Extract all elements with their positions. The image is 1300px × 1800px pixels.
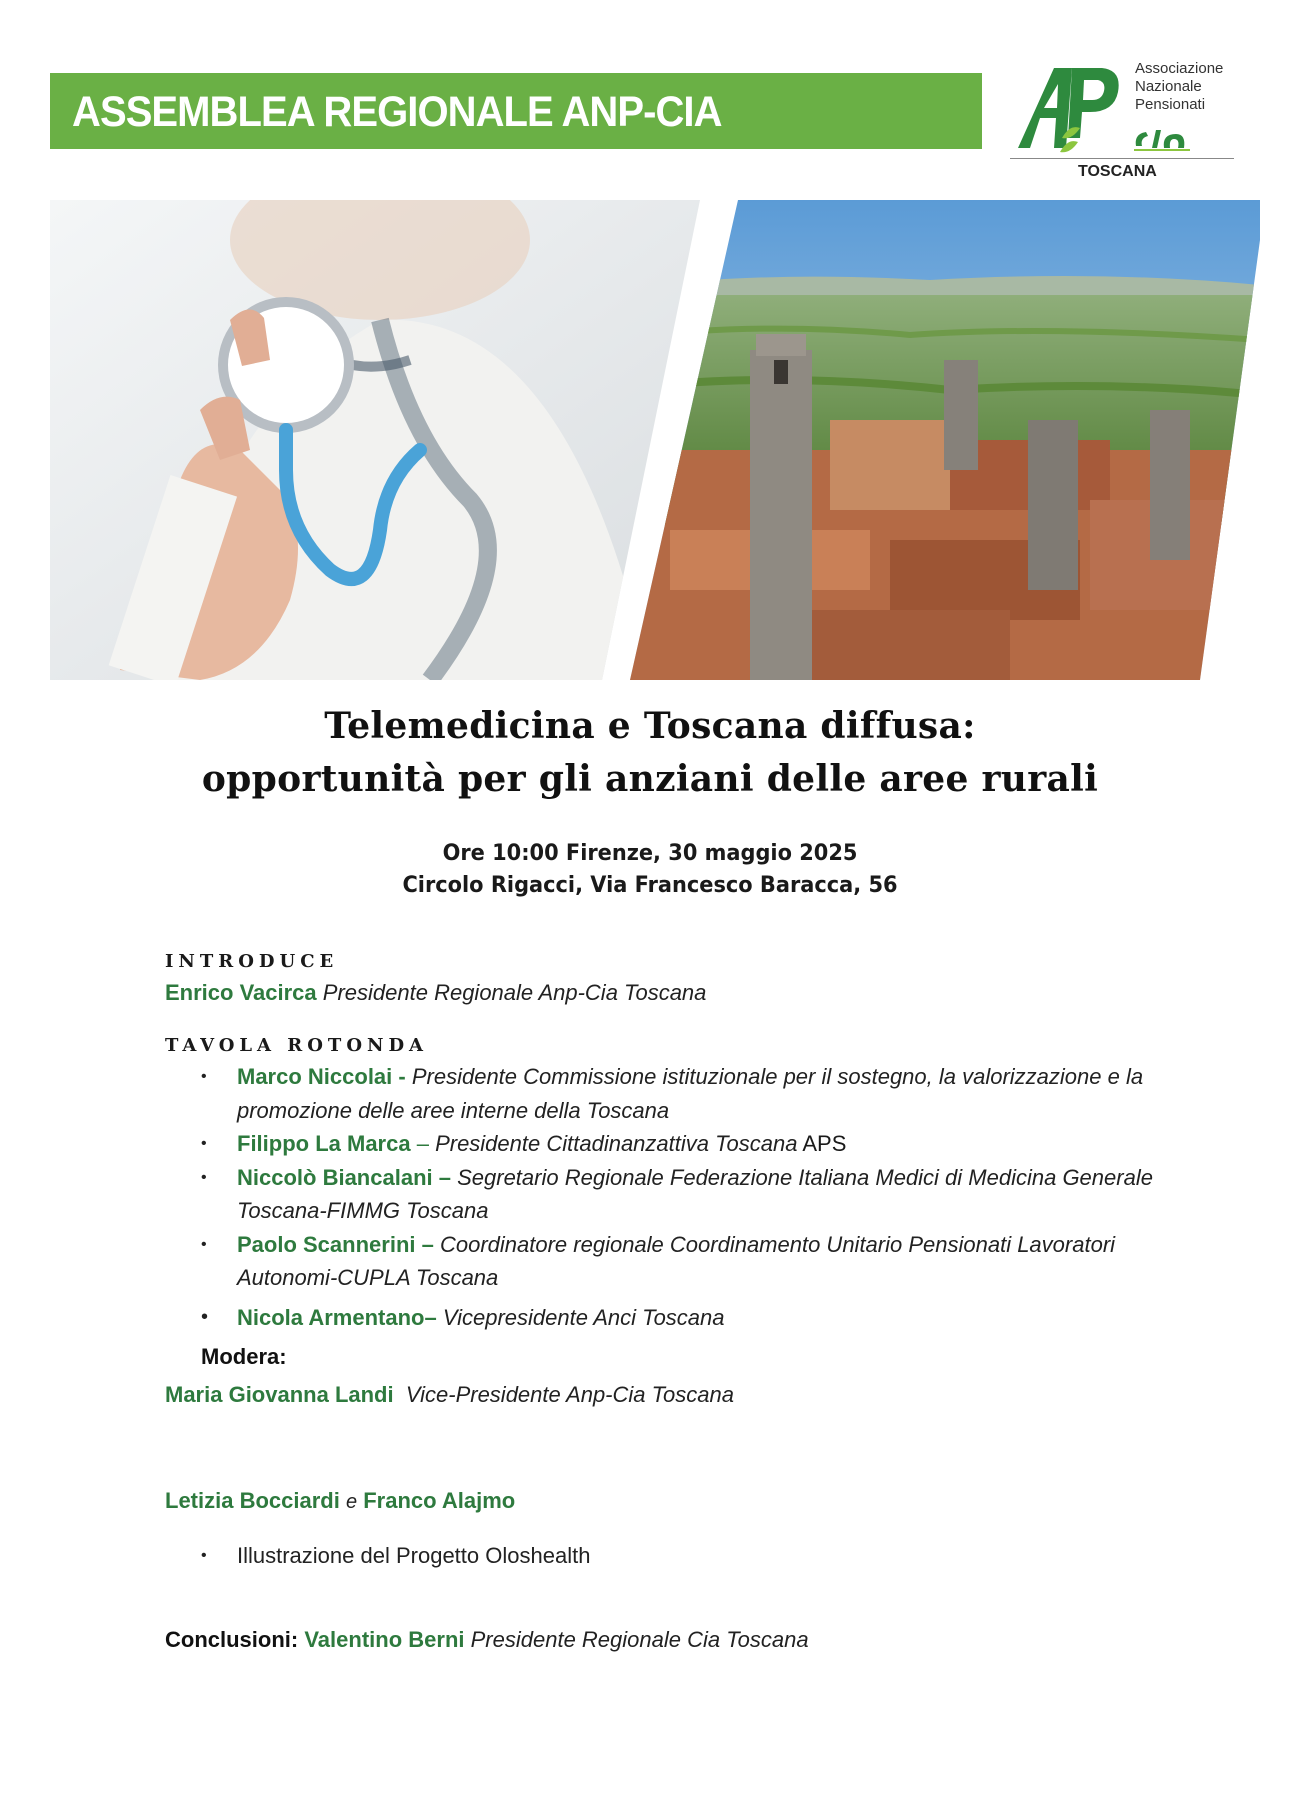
conclusion xyxy=(165,1623,1225,1657)
speaker-separator: - xyxy=(392,1064,412,1089)
speaker-role: Presidente Cittadinanzattiva Toscana xyxy=(435,1131,798,1156)
logo-text-associazione: Associazione xyxy=(1135,60,1224,77)
moderator-label: Modera: xyxy=(201,1344,287,1369)
bullet-icon: • xyxy=(201,1305,209,1328)
list-item xyxy=(165,1060,1225,1127)
intro-label: INTRODUCE xyxy=(165,951,339,972)
intro-speaker-role: Presidente Regionale Anp-Cia Toscana xyxy=(322,980,707,1005)
doctor-stethoscope-image xyxy=(50,200,710,680)
logo-text-nazionale: Nazionale xyxy=(1135,78,1202,95)
bullet-icon: • xyxy=(201,1135,207,1152)
list-item xyxy=(165,1228,1225,1295)
speaker-role: Presidente Commissione istituzionale per il sostegno, la valorizzazione e la xyxy=(411,1064,1144,1089)
header-photo-collage xyxy=(50,200,1260,680)
speaker-name: Marco Niccolai xyxy=(237,1064,393,1089)
round-table-label: TAVOLA ROTONDA xyxy=(165,1035,429,1056)
bullet-icon: • xyxy=(201,1068,207,1085)
logo-region-text: TOSCANA xyxy=(1078,163,1157,180)
intro-speaker xyxy=(165,976,1225,1010)
header-title: ASSEMBLEA REGIONALE ANP-CIA xyxy=(72,88,722,136)
project-presenters xyxy=(165,1484,1225,1519)
project-connector: e xyxy=(345,1491,358,1513)
speaker-name: Filippo La Marca xyxy=(237,1131,411,1156)
list-item xyxy=(165,1301,1225,1335)
conclusion-label: Conclusioni: xyxy=(165,1627,299,1652)
event-venue: Circolo Rigacci, Via Francesco Baracca, 56 xyxy=(402,873,898,898)
speaker-role-suffix: APS xyxy=(797,1131,847,1156)
speaker-role-continued: promozione delle aree interne della Toscana xyxy=(237,1097,670,1123)
bullet-icon: • xyxy=(201,1235,207,1253)
speaker-role: Segretario Regionale Federazione Italiana Medici di Medicina Generale xyxy=(457,1164,1153,1190)
bullet-icon: • xyxy=(201,1168,207,1186)
list-item xyxy=(165,1161,1225,1228)
program xyxy=(165,950,1225,1657)
project-item xyxy=(165,1539,1225,1573)
speaker-role-continued: Toscana-FIMMG Toscana xyxy=(237,1198,489,1223)
event-title xyxy=(0,700,1300,806)
intro-speaker-name: Enrico Vacirca xyxy=(165,980,317,1005)
speaker-name: Nicola Armentano– xyxy=(237,1304,437,1330)
logo-divider xyxy=(1010,158,1234,159)
cia-logo-icon xyxy=(1130,124,1200,154)
conclusion-name: Valentino Berni xyxy=(304,1627,465,1652)
moderator-name: Maria Giovanna Landi xyxy=(165,1382,394,1407)
event-time-date: Ore 10:00 Firenze, 30 maggio 2025 xyxy=(442,841,858,866)
event-title-line-1: Telemedicina e Toscana diffusa: xyxy=(324,705,976,747)
ap-logo-mark-icon xyxy=(1010,58,1130,156)
list-item xyxy=(165,1127,1225,1161)
logo-text-pensionati: Pensionati xyxy=(1135,96,1206,113)
speaker-role: Coordinatore regionale Coordinamento Unitario Pensionati Lavoratori xyxy=(439,1231,1116,1257)
round-table-list xyxy=(165,1060,1225,1334)
conclusion-role: Presidente Regionale Cia Toscana xyxy=(470,1627,809,1652)
bullet-icon: • xyxy=(201,1547,207,1564)
speaker-role: Vicepresidente Anci Toscana xyxy=(442,1304,725,1330)
event-title-line-2: opportunità per gli anziani delle aree rurali xyxy=(201,758,1099,800)
moderator-role: Vice-Presidente Anp-Cia Toscana xyxy=(405,1382,734,1407)
speaker-name: Paolo Scannerini – xyxy=(237,1231,434,1257)
speaker-role-continued: Autonomi-CUPLA Toscana xyxy=(237,1265,499,1290)
project-presenter-2: Franco Alajmo xyxy=(363,1488,516,1513)
project-presenter-1: Letizia Bocciardi xyxy=(165,1488,340,1513)
tuscany-town-image xyxy=(610,200,1260,680)
event-details xyxy=(0,838,1300,902)
header-bar xyxy=(50,73,982,149)
anp-cia-logo xyxy=(1010,58,1250,188)
project-item-text: Illustrazione del Progetto Oloshealth xyxy=(237,1543,591,1568)
speaker-separator: – xyxy=(410,1131,436,1156)
moderator xyxy=(165,1378,1225,1412)
speaker-name: Niccolò Biancalani – xyxy=(237,1164,451,1190)
